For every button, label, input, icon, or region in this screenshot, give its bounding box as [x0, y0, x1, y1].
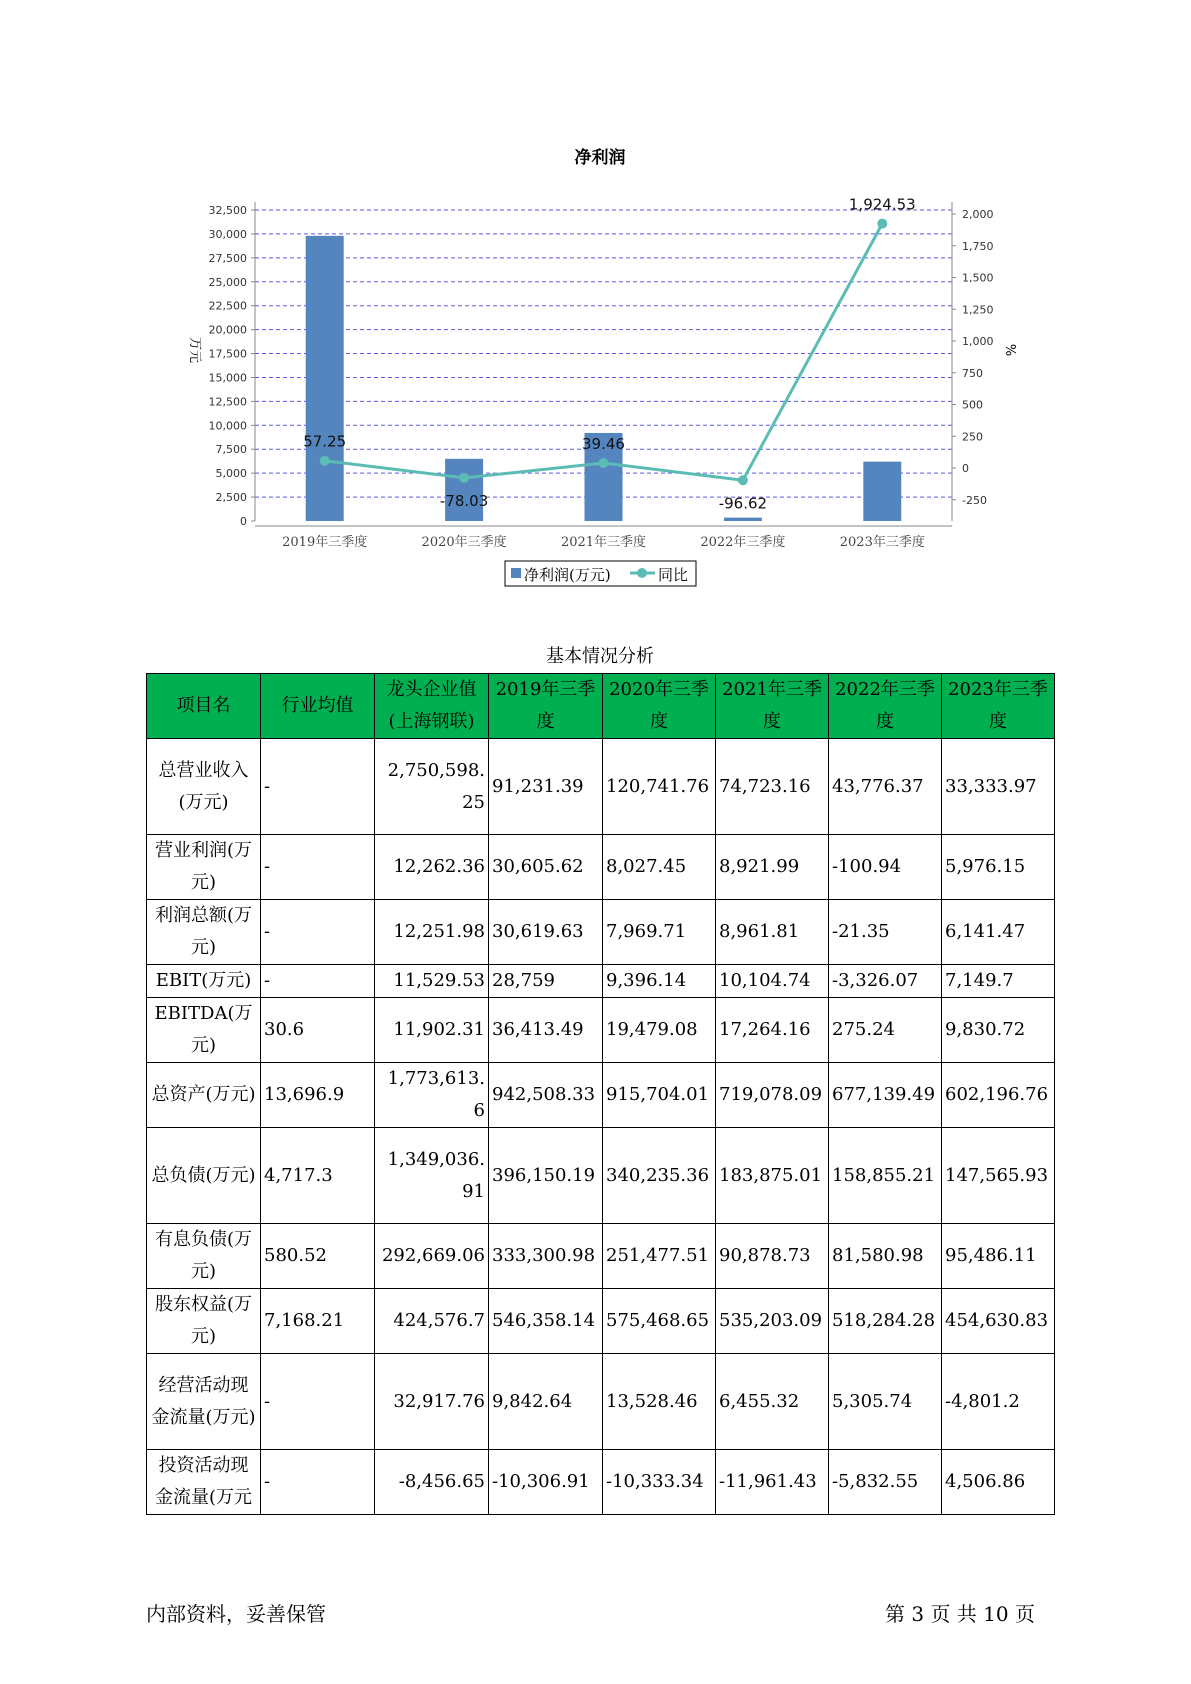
x-tick-label: 2022年三季度: [700, 535, 786, 550]
yoy-data-label: -96.62: [718, 494, 768, 513]
y2-axis-label: %: [1002, 343, 1017, 357]
y-axis-label: 万元: [187, 336, 202, 364]
value-cell: -: [261, 739, 375, 835]
value-cell: 5,976.15: [942, 835, 1055, 900]
value-cell: 43,776.37: [829, 739, 942, 835]
legend-line-label: 同比: [658, 566, 689, 584]
value-cell: 424,576.7: [375, 1289, 489, 1354]
legend-line-marker: [637, 568, 647, 578]
value-cell: 6,141.47: [942, 900, 1055, 965]
value-cell: 5,305.74: [829, 1354, 942, 1450]
value-cell: 12,251.98: [375, 900, 489, 965]
table-row: [147, 1450, 1055, 1515]
value-cell: 90,878.73: [716, 1224, 829, 1289]
bar: [306, 236, 344, 521]
y-tick-label: 22,500: [208, 299, 247, 313]
value-cell: 81,580.98: [829, 1224, 942, 1289]
table-row: [147, 1063, 1055, 1128]
value-cell: 30,605.62: [489, 835, 603, 900]
row-label: 总负债(万元): [147, 1128, 261, 1224]
value-cell: 30,619.63: [489, 900, 603, 965]
bar: [863, 462, 901, 521]
value-cell: 2,750,598.25: [375, 739, 489, 835]
value-cell: -5,832.55: [829, 1450, 942, 1515]
value-cell: 292,669.06: [375, 1224, 489, 1289]
row-label: 股东权益(万元): [147, 1289, 261, 1354]
y2-tick-label: 1,750: [962, 239, 994, 253]
value-cell: 13,696.9: [261, 1063, 375, 1128]
row-label: 总资产(万元): [147, 1063, 261, 1128]
value-cell: -3,326.07: [829, 965, 942, 998]
value-cell: 36,413.49: [489, 998, 603, 1063]
header-cell: 2019年三季度: [489, 674, 603, 739]
x-tick-label: 2020年三季度: [421, 535, 507, 550]
bar: [724, 518, 762, 521]
row-label: 营业利润(万元): [147, 835, 261, 900]
table-row: [147, 965, 1055, 998]
yoy-data-label: -78.03: [439, 491, 489, 510]
value-cell: 74,723.16: [716, 739, 829, 835]
table-header-row: [147, 674, 1055, 739]
y-tick-label: 25,000: [208, 275, 247, 289]
row-label: EBIT(万元): [147, 965, 261, 998]
y2-tick-label: 750: [962, 366, 983, 380]
value-cell: -4,801.2: [942, 1354, 1055, 1450]
yoy-point: [738, 475, 748, 485]
row-label: 有息负债(万元): [147, 1224, 261, 1289]
value-cell: 340,235.36: [603, 1128, 716, 1224]
y-tick-label: 5,000: [215, 467, 247, 481]
value-cell: 915,704.01: [603, 1063, 716, 1128]
value-cell: 8,961.81: [716, 900, 829, 965]
yoy-point: [599, 458, 609, 468]
y2-tick-label: -250: [962, 493, 987, 507]
yoy-data-label: 39.46: [582, 434, 625, 453]
legend-bar-label: 净利润(万元): [524, 566, 611, 584]
value-cell: 11,902.31: [375, 998, 489, 1063]
value-cell: -: [261, 1354, 375, 1450]
value-cell: 535,203.09: [716, 1289, 829, 1354]
yoy-point: [877, 219, 887, 229]
table-row: [147, 1224, 1055, 1289]
y-tick-label: 27,500: [208, 251, 247, 265]
value-cell: 158,855.21: [829, 1128, 942, 1224]
value-cell: 7,149.7: [942, 965, 1055, 998]
yoy-data-label: 1,924.53: [848, 195, 916, 214]
footer-confidential: 内部资料，妥善保管: [146, 1602, 326, 1626]
table-row: [147, 1128, 1055, 1224]
chart-right-ticks: [952, 208, 994, 507]
yoy-point: [459, 473, 469, 483]
footer-page-number: 第 3 页 共 10 页: [885, 1602, 1035, 1626]
value-cell: 9,396.14: [603, 965, 716, 998]
value-cell: -21.35: [829, 900, 942, 965]
value-cell: 32,917.76: [375, 1354, 489, 1450]
y2-tick-label: 2,000: [962, 208, 994, 221]
value-cell: 8,027.45: [603, 835, 716, 900]
y-tick-label: 32,500: [208, 204, 247, 217]
table-body: [147, 739, 1055, 1515]
value-cell: -100.94: [829, 835, 942, 900]
value-cell: 19,479.08: [603, 998, 716, 1063]
value-cell: 9,830.72: [942, 998, 1055, 1063]
value-cell: 251,477.51: [603, 1224, 716, 1289]
value-cell: 12,262.36: [375, 835, 489, 900]
table-row: [147, 998, 1055, 1063]
value-cell: 942,508.33: [489, 1063, 603, 1128]
yoy-point: [320, 456, 330, 466]
value-cell: -10,306.91: [489, 1450, 603, 1515]
y2-tick-label: 1,000: [962, 335, 994, 348]
value-cell: 719,078.09: [716, 1063, 829, 1128]
row-label: 经营活动现金流量(万元): [147, 1354, 261, 1450]
value-cell: 9,842.64: [489, 1354, 603, 1450]
chart-title: 净利润: [574, 148, 626, 168]
y-tick-label: 20,000: [208, 323, 247, 337]
header-cell: 2022年三季度: [829, 674, 942, 739]
value-cell: -: [261, 835, 375, 900]
x-tick-label: 2023年三季度: [839, 535, 925, 550]
value-cell: 95,486.11: [942, 1224, 1055, 1289]
header-cell: 行业均值: [261, 674, 375, 739]
y-tick-label: 0: [240, 515, 247, 528]
value-cell: 7,969.71: [603, 900, 716, 965]
value-cell: 575,468.65: [603, 1289, 716, 1354]
header-cell: 2021年三季度: [716, 674, 829, 739]
header-cell: 项目名: [147, 674, 261, 739]
value-cell: 333,300.98: [489, 1224, 603, 1289]
value-cell: 11,529.53: [375, 965, 489, 998]
value-cell: 275.24: [829, 998, 942, 1063]
row-label: 总营业收入(万元): [147, 739, 261, 835]
value-cell: -11,961.43: [716, 1450, 829, 1515]
value-cell: 30.6: [261, 998, 375, 1063]
value-cell: -: [261, 1450, 375, 1515]
value-cell: 17,264.16: [716, 998, 829, 1063]
header-cell: 2020年三季度: [603, 674, 716, 739]
value-cell: 4,506.86: [942, 1450, 1055, 1515]
row-label: 利润总额(万元): [147, 900, 261, 965]
y-tick-label: 2,500: [215, 491, 247, 505]
value-cell: -: [261, 900, 375, 965]
y2-tick-label: 1,250: [962, 303, 994, 317]
value-cell: 6,455.32: [716, 1354, 829, 1450]
y2-tick-label: 250: [962, 430, 983, 444]
chart-bars: [306, 236, 902, 521]
table-title: 基本情况分析: [546, 646, 654, 667]
table-row: [147, 1289, 1055, 1354]
value-cell: 602,196.76: [942, 1063, 1055, 1128]
value-cell: 7,168.21: [261, 1289, 375, 1354]
value-cell: 13,528.46: [603, 1354, 716, 1450]
value-cell: 8,921.99: [716, 835, 829, 900]
table-row: [147, 835, 1055, 900]
net-profit-chart: [0, 0, 1191, 600]
y-tick-label: 7,500: [215, 443, 247, 457]
value-cell: 454,630.83: [942, 1289, 1055, 1354]
value-cell: 580.52: [261, 1224, 375, 1289]
chart-legend: [505, 561, 696, 586]
value-cell: -8,456.65: [375, 1450, 489, 1515]
basic-analysis-table: [146, 673, 1055, 1515]
header-cell: 龙头企业值(上海钢联): [375, 674, 489, 739]
chart-x-ticks: [282, 534, 925, 550]
table-row: [147, 739, 1055, 835]
header-cell: 2023年三季度: [942, 674, 1055, 739]
x-tick-label: 2021年三季度: [560, 535, 647, 550]
value-cell: -10,333.34: [603, 1450, 716, 1515]
value-cell: 147,565.93: [942, 1128, 1055, 1224]
x-tick-label: 2019年三季度: [282, 535, 368, 550]
y2-tick-label: 0: [962, 462, 969, 475]
yoy-data-label: 57.25: [303, 432, 347, 451]
value-cell: 33,333.97: [942, 739, 1055, 835]
y-tick-label: 10,000: [208, 419, 247, 433]
y2-tick-label: 500: [962, 398, 983, 412]
value-cell: 396,150.19: [489, 1128, 603, 1224]
value-cell: 28,759: [489, 965, 603, 998]
bar: [445, 459, 483, 521]
y-tick-label: 15,000: [208, 371, 247, 385]
table-row: [147, 900, 1055, 965]
value-cell: 91,231.39: [489, 739, 603, 835]
table-row: [147, 1354, 1055, 1450]
row-label: 投资活动现金流量(万元: [147, 1450, 261, 1515]
row-label: EBITDA(万元): [147, 998, 261, 1063]
value-cell: 4,717.3: [261, 1128, 375, 1224]
value-cell: 518,284.28: [829, 1289, 942, 1354]
y-tick-label: 12,500: [208, 395, 247, 409]
y-tick-label: 17,500: [208, 347, 247, 361]
value-cell: 546,358.14: [489, 1289, 603, 1354]
value-cell: 1,349,036.91: [375, 1128, 489, 1224]
value-cell: 120,741.76: [603, 739, 716, 835]
legend-bar-swatch: [511, 568, 521, 578]
value-cell: -: [261, 965, 375, 998]
value-cell: 677,139.49: [829, 1063, 942, 1128]
value-cell: 10,104.74: [716, 965, 829, 998]
value-cell: 183,875.01: [716, 1128, 829, 1224]
value-cell: 1,773,613.6: [375, 1063, 489, 1128]
chart-left-ticks: [209, 204, 256, 528]
y2-tick-label: 1,500: [962, 271, 994, 285]
y-tick-label: 30,000: [208, 227, 247, 241]
